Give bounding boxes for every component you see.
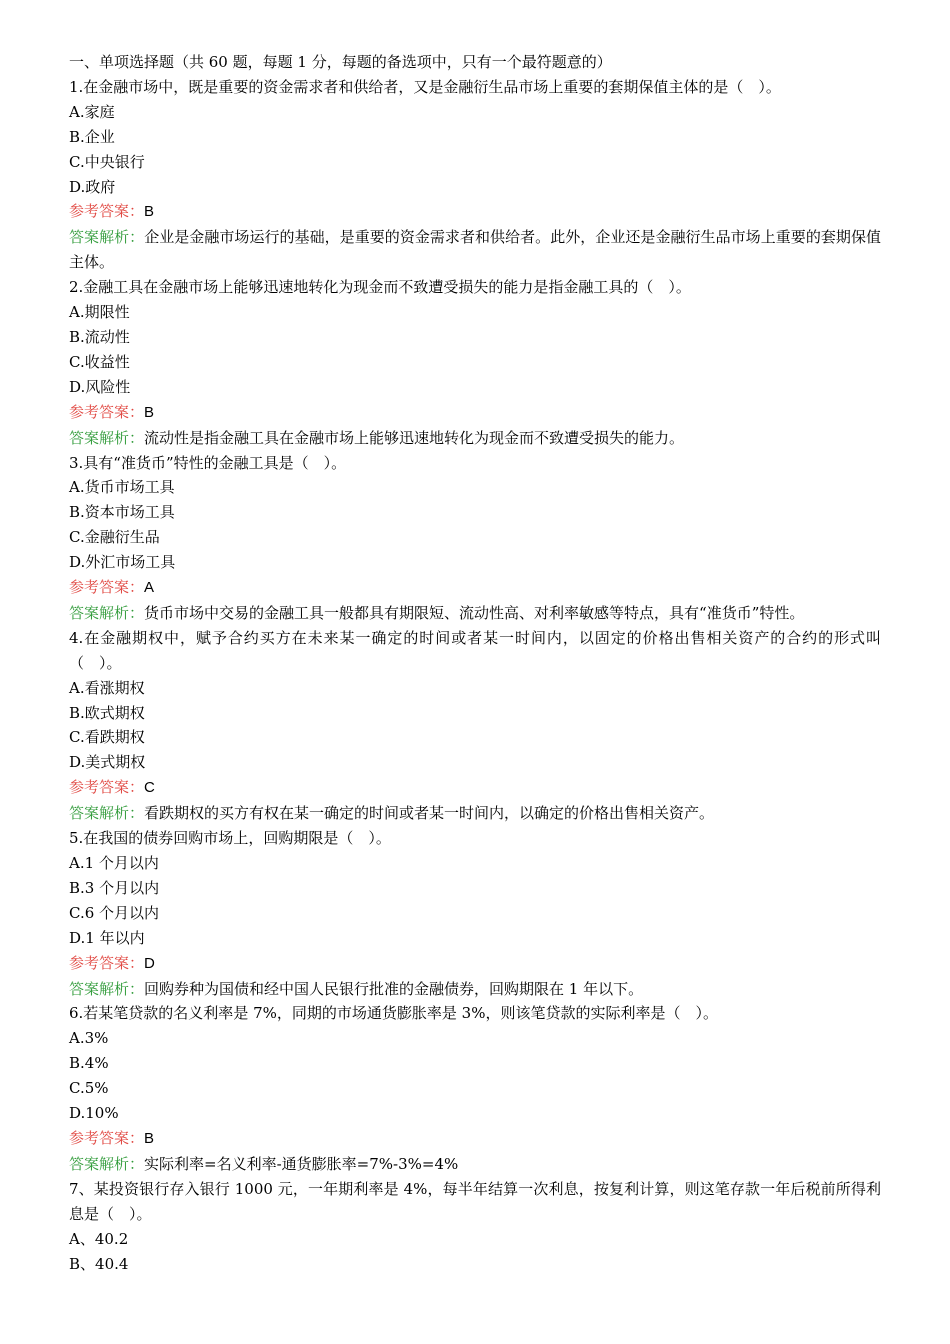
analysis-text: 回购券种为国债和经中国人民银行批准的金融债券，回购期限在 1 年以下。	[144, 979, 644, 998]
option-a: A.家庭	[69, 102, 115, 121]
option-c: C.收益性	[69, 352, 130, 371]
answer-label: 参考答案：	[69, 1128, 145, 1147]
question-block	[69, 626, 881, 826]
question-block	[69, 826, 881, 1001]
question-stem: 5.在我国的债券回购市场上，回购期限是（ ）。	[69, 829, 391, 848]
question-stem: 3.具有“准货币”特性的金融工具是（ ）。	[69, 453, 347, 472]
option-c: C.5%	[69, 1079, 109, 1098]
question-block	[69, 451, 881, 626]
analysis-text: 流动性是指金融工具在金融市场上能够迅速地转化为现金而不致遭受损失的能力。	[144, 428, 685, 447]
option-d: D.外汇市场工具	[69, 553, 176, 572]
answer-line	[69, 575, 881, 601]
option-d: D.美式期权	[69, 753, 146, 772]
option-a: A.期限性	[69, 303, 130, 322]
answer-value: B	[144, 203, 155, 221]
option-b: B、40.4	[69, 1254, 129, 1273]
question-block	[69, 1177, 881, 1277]
option-a: A.3%	[69, 1029, 109, 1048]
analysis-label: 答案解析：	[69, 979, 145, 998]
analysis-line	[69, 601, 881, 626]
exam-page	[69, 50, 881, 1276]
answer-label: 参考答案：	[69, 402, 145, 421]
analysis-text: 企业是金融市场运行的基础，是重要的资金需求者和供给者。此外，企业还是金融衍生品市场上重要的套期保值主体。	[69, 228, 881, 272]
option-a: A、40.2	[69, 1229, 129, 1248]
answer-line	[69, 775, 881, 801]
answer-line	[69, 199, 881, 225]
analysis-line	[69, 1152, 881, 1177]
analysis-line	[69, 977, 881, 1002]
answer-value: C	[144, 779, 155, 797]
option-a: A.货币市场工具	[69, 478, 175, 497]
answer-line	[69, 1126, 881, 1152]
answer-label: 参考答案：	[69, 578, 145, 597]
option-c: C.看跌期权	[69, 728, 145, 747]
option-b: B.3 个月以内	[69, 878, 160, 897]
option-d: D.10%	[69, 1104, 119, 1123]
analysis-line	[69, 225, 881, 275]
analysis-line	[69, 426, 881, 451]
analysis-text: 看跌期权的买方有权在某一确定的时间或者某一时间内，以确定的价格出售相关资产。	[144, 804, 715, 823]
analysis-text: 货币市场中交易的金融工具一般都具有期限短、流动性高、对利率敏感等特点，具有“准货币”特性。	[144, 603, 805, 622]
answer-value: B	[144, 1129, 155, 1147]
answer-label: 参考答案：	[69, 778, 145, 797]
answer-line	[69, 400, 881, 426]
analysis-line	[69, 801, 881, 826]
question-stem: 2.金融工具在金融市场上能够迅速地转化为现金而不致遭受损失的能力是指金融工具的（ ）。	[69, 278, 691, 297]
question-stem: 7、某投资银行存入银行 1000 元，一年期利率是 4%，每半年结算一次利息，按复利计算，则这笔存款一年后税前所得利息是（ ）。	[69, 1179, 881, 1223]
option-c: C.中央银行	[69, 152, 145, 171]
analysis-label: 答案解析：	[69, 228, 145, 247]
question-block	[69, 1001, 881, 1176]
option-d: D.政府	[69, 177, 116, 196]
option-b: B.欧式期权	[69, 703, 145, 722]
analysis-label: 答案解析：	[69, 1154, 145, 1173]
option-a: A.看涨期权	[69, 678, 145, 697]
answer-value: D	[144, 954, 155, 972]
option-a: A.1 个月以内	[69, 854, 159, 872]
option-d: D.风险性	[69, 377, 131, 396]
analysis-label: 答案解析：	[69, 428, 145, 447]
option-c: C.6 个月以内	[69, 903, 160, 922]
analysis-label: 答案解析：	[69, 603, 145, 622]
question-block	[69, 275, 881, 450]
analysis-text: 实际利率=名义利率-通货膨胀率=7%-3%=4%	[144, 1154, 459, 1173]
answer-label: 参考答案：	[69, 953, 145, 972]
answer-value: B	[144, 403, 155, 421]
answer-line	[69, 951, 881, 977]
option-d: D.1 年以内	[69, 928, 145, 947]
option-b: B.资本市场工具	[69, 503, 175, 522]
question-stem: 4.在金融期权中，赋予合约买方在未来某一确定的时间或者某一时间内，以固定的价格出售相关资产的合约的形式叫（ ）。	[69, 628, 881, 672]
option-b: B.流动性	[69, 327, 130, 346]
question-stem: 6.若某笔贷款的名义利率是 7%，同期的市场通货膨胀率是 3%，则该笔贷款的实际利率是（ ）。	[69, 1004, 718, 1023]
question-block	[69, 75, 881, 275]
section-title: 一、单项选择题（共 60 题，每题 1 分，每题的备选项中，只有一个最符题意的）	[69, 53, 612, 71]
answer-value: A	[144, 579, 155, 597]
option-c: C.金融衍生品	[69, 528, 160, 547]
option-b: B.4%	[69, 1054, 109, 1073]
question-stem: 1.在金融市场中，既是重要的资金需求者和供给者，又是金融衍生品市场上重要的套期保值主体的是（ ）。	[69, 77, 781, 96]
analysis-label: 答案解析：	[69, 804, 145, 823]
answer-label: 参考答案：	[69, 202, 145, 221]
option-b: B.企业	[69, 127, 115, 146]
